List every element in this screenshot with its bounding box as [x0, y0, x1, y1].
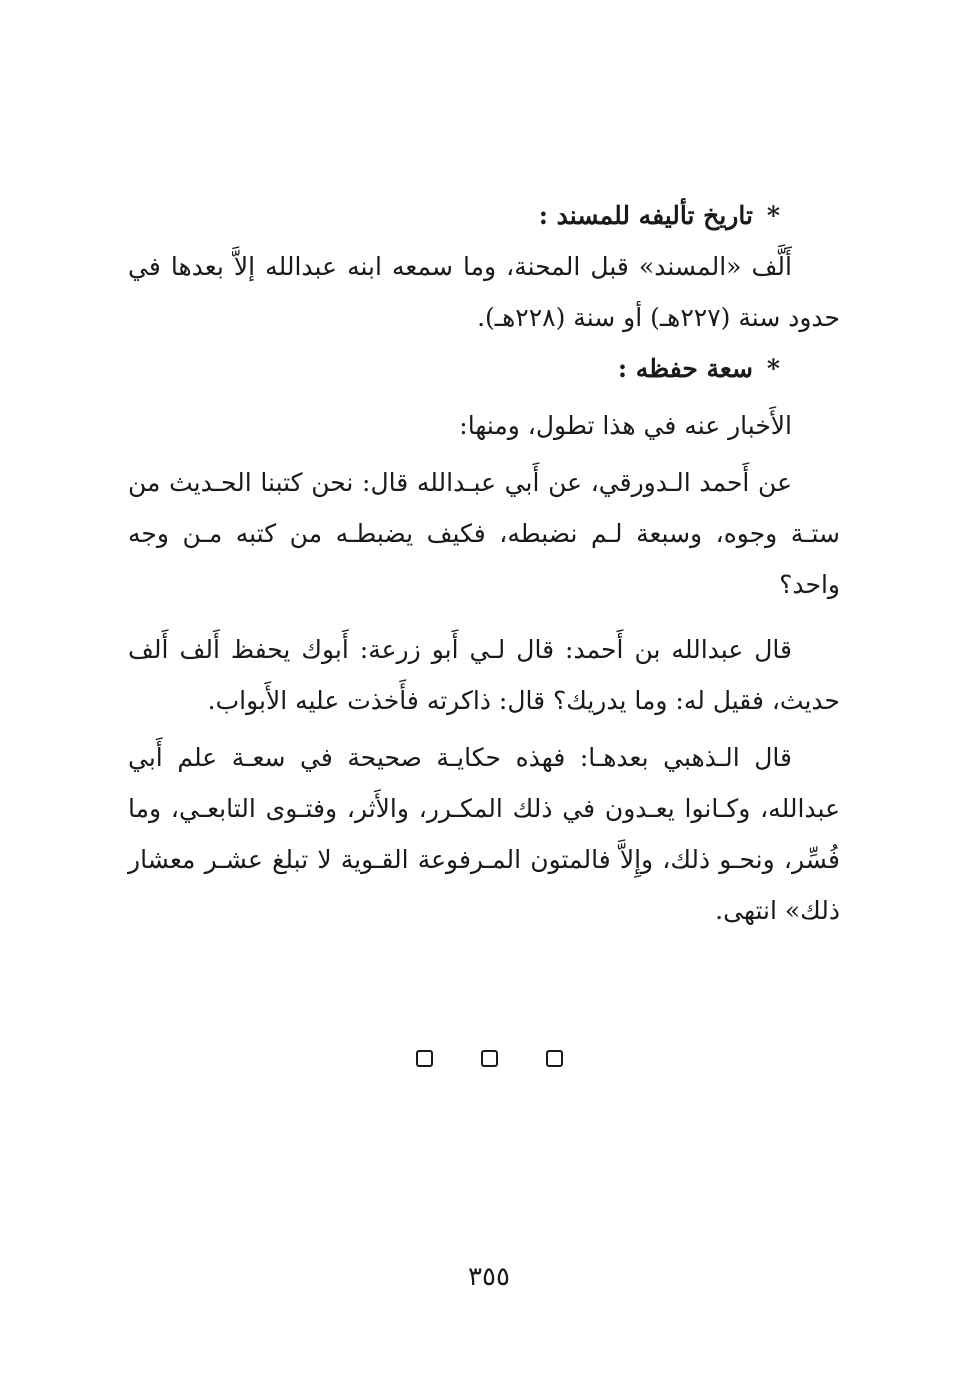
square-ornament-icon — [481, 1050, 498, 1067]
main-text — [128, 190, 840, 936]
section-divider-ornaments — [0, 1050, 978, 1067]
paragraph-authorship-date: أَلَّف «المسند» قبل المحنة، وما سمعه ابنه عبدالله إلاَّ بعدها في حدود سنة (٢٢٧هـ) أو سنة (٢٢٨هـ). — [128, 252, 840, 332]
asterisk-icon: * — [766, 201, 780, 230]
section-heading-authorship-date — [128, 190, 840, 241]
section-heading-memory — [128, 343, 840, 394]
heading-text: تاريخ تأليفه للمسند : — [538, 201, 753, 230]
square-ornament-icon — [416, 1050, 433, 1067]
paragraph-intro: الأَخبار عنه في هذا تطول، ومنها: — [459, 411, 792, 440]
asterisk-icon: * — [766, 354, 780, 383]
paragraph-dhahabi: قال الـذهبي بعدهـا: فهذه حكايـة صحيحة في سعـة علم أَبي عبدالله، وكـانوا يعـدون في ذلك المكـرر، والأَثر، وفتـوى التابعـي، وما فُسِّر، ونحـو ذلك، وإِلاَّ فالمتون المـرفوعة القـوية لا تبلغ عشـر معشار ذلك» انتهى. — [128, 743, 840, 925]
paragraph-abu-zura: قال عبدالله بن أَحمد: قال لـي أَبو زرعة: أَبوك يحفظ أَلف أَلف حديث، فقيل له: وما يدريك؟ قال: ذاكرته فأَخذت عليه الأَبواب. — [128, 635, 840, 715]
paragraph-dawraqi: عن أَحمد الـدورقي، عن أَبي عبـدالله قال: نحن كتبنا الحـديث من ستـة وجوه، وسبعة لـم نضبطه، فكيف يضبطـه من كتبه مـن وجه واحد؟ — [128, 468, 840, 599]
page-number: ٣٥٥ — [468, 1262, 510, 1292]
heading-text: سعة حفظه : — [617, 354, 753, 383]
square-ornament-icon — [546, 1050, 563, 1067]
